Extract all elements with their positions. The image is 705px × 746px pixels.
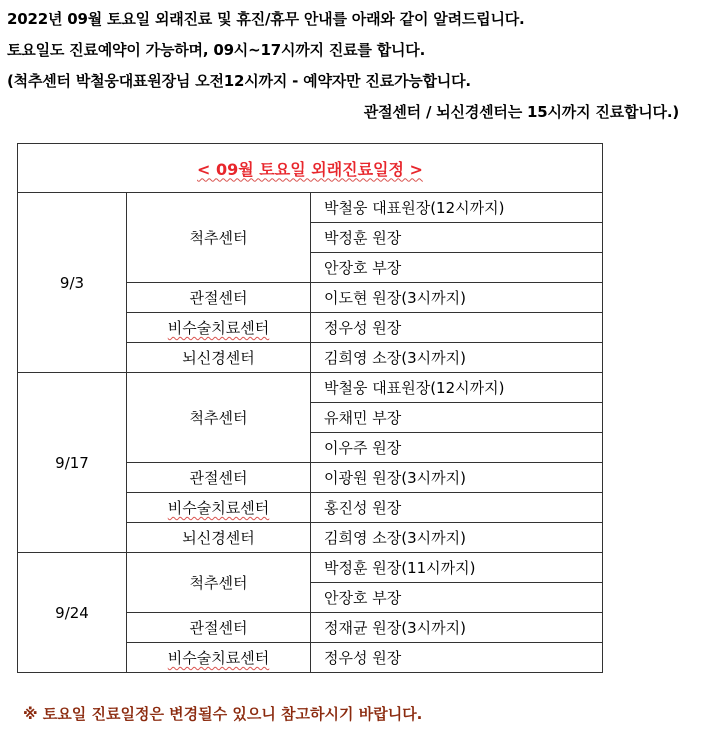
doctor-cell: 정재균 원장(3시까지) [311, 613, 603, 643]
department-name: 척추센터 [189, 229, 248, 247]
doctor-cell: 이우주 원장 [311, 433, 603, 463]
department-name: 뇌신경센터 [182, 529, 255, 547]
department-name: 척추센터 [189, 574, 248, 592]
doctor-cell: 박정훈 원장 [311, 223, 603, 253]
notice-line-1: 2022년 09월 토요일 외래진료 및 휴진/휴무 안내를 아래와 같이 알려드립니다. [7, 10, 525, 28]
notice-line-2: 토요일도 진료예약이 가능하며, 09시~17시까지 진료를 합니다. [7, 41, 426, 59]
doctor-cell: 박철웅 대표원장(12시까지) [311, 193, 603, 223]
doctor-cell: 정우성 원장 [311, 313, 603, 343]
department-cell [127, 643, 311, 673]
doctor-cell: 이도현 원장(3시까지) [311, 283, 603, 313]
doctor-cell: 박정훈 원장(11시까지) [311, 553, 603, 583]
notice-block [7, 4, 697, 128]
date-cell: 9/3 [18, 193, 127, 373]
department-cell [127, 523, 311, 553]
schedule-title-text: < 09월 토요일 외래진료일정 > [197, 159, 423, 179]
department-cell [127, 193, 311, 283]
schedule-title [18, 144, 603, 193]
department-cell [127, 553, 311, 613]
doctor-cell: 안장호 부장 [311, 253, 603, 283]
notice-line-4: 관절센터 / 뇌신경센터는 15시까지 진료합니다.) [363, 103, 679, 121]
department-cell [127, 613, 311, 643]
department-name: 비수술치료센터 [167, 499, 270, 517]
department-name: 관절센터 [189, 289, 248, 307]
doctor-cell: 박철웅 대표원장(12시까지) [311, 373, 603, 403]
doctor-cell: 안장호 부장 [311, 583, 603, 613]
department-name: 비수술치료센터 [167, 319, 270, 337]
department-name: 관절센터 [189, 469, 248, 487]
department-cell [127, 283, 311, 313]
department-cell [127, 493, 311, 523]
doctor-cell: 김희영 소장(3시까지) [311, 523, 603, 553]
footer-note: ※ 토요일 진료일정은 변경될수 있으니 참고하시기 바랍니다. [23, 705, 423, 723]
department-name: 척추센터 [189, 409, 248, 427]
table-row [18, 553, 603, 583]
doctor-cell: 유채민 부장 [311, 403, 603, 433]
department-name: 관절센터 [189, 619, 248, 637]
schedule-table [17, 143, 603, 673]
department-cell [127, 373, 311, 463]
doctor-cell: 김희영 소장(3시까지) [311, 343, 603, 373]
department-cell [127, 313, 311, 343]
doctor-cell: 홍진성 원장 [311, 493, 603, 523]
doctor-cell: 이광원 원장(3시까지) [311, 463, 603, 493]
schedule-title-row [18, 144, 603, 193]
table-row [18, 373, 603, 403]
table-row [18, 193, 603, 223]
date-cell: 9/24 [18, 553, 127, 673]
date-cell: 9/17 [18, 373, 127, 553]
department-cell [127, 343, 311, 373]
department-name: 뇌신경센터 [182, 349, 255, 367]
notice-line-3: (척추센터 박철웅대표원장님 오전12시까지 - 예약자만 진료가능합니다. [7, 72, 471, 90]
department-cell [127, 463, 311, 493]
department-name: 비수술치료센터 [167, 649, 270, 667]
doctor-cell: 정우성 원장 [311, 643, 603, 673]
